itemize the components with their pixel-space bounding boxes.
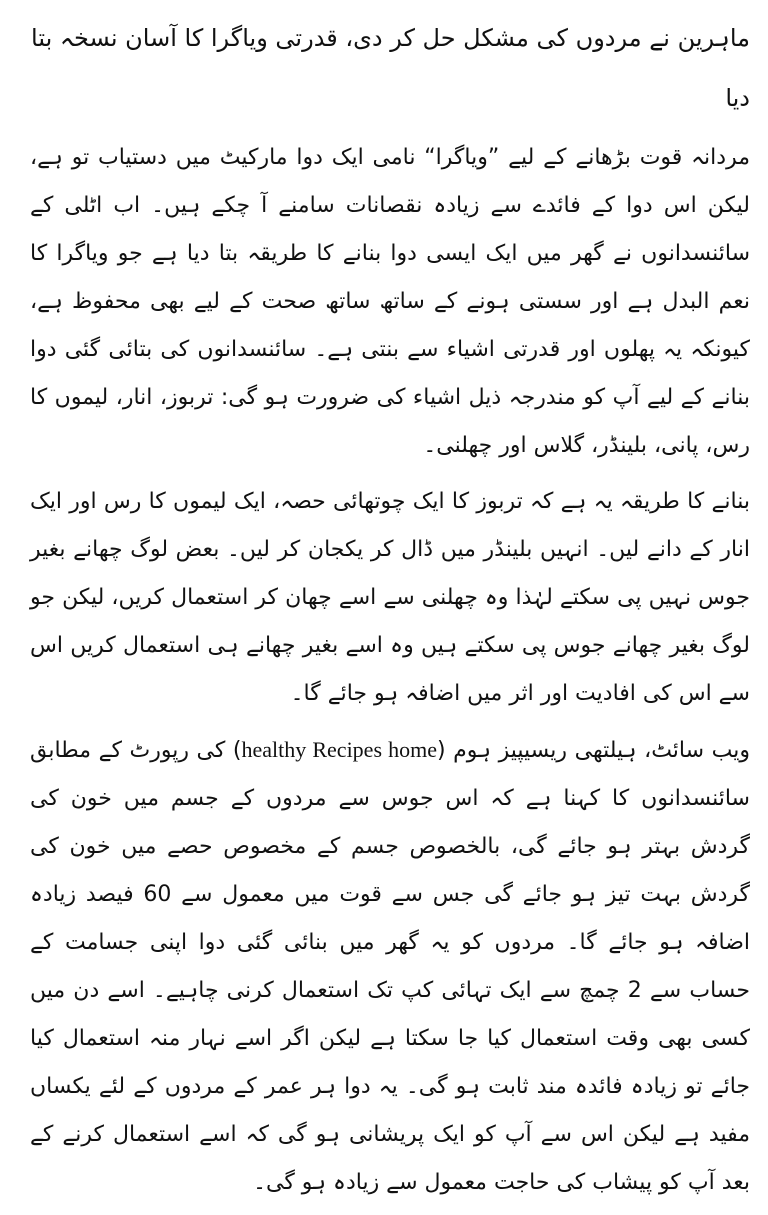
article-paragraph-1: مردانہ قوت بڑھانے کے لیے ”ویاگرا“ نامی ایک دوا مارکیٹ میں دستیاب تو ہے، لیکن اس دوا کے فائدے سے زیادہ نقصانات سامنے آ چکے ہیں۔ اب اٹلی کے سائنسدانوں نے گھر میں ایک ایسی دوا بنانے کا طریقہ بتا دیا ہے جو ویاگرا کا نعم البدل ہے اور سستی ہونے کے ساتھ ساتھ صحت کے لیے بھی محفوظ ہے، کیونکہ یہ پھلوں اور قدرتی اشیاء سے بنتی ہے۔ سائنسدانوں کی بتائی گئی دوا بنانے کے لیے آپ کو مندرجہ ذیل اشیاء کی ضرورت ہو گی: تربوز، انار، لیموں کا رس، پانی، بلینڈر، گلاس اور چھلنی۔ bbox=[30, 145, 750, 458]
website-name-english: healthy Recipes home bbox=[241, 737, 437, 762]
article-paragraph-2: بنانے کا طریقہ یہ ہے کہ تربوز کا ایک چوتھائی حصہ، ایک لیموں کا رس اور ایک انار کے دانے لیں۔ انہیں بلینڈر میں ڈال کر یکجان کر لیں۔ بعض لوگ چھانے بغیر جوس نہیں پی سکتے لہٰذا وہ چھلنی سے اسے چھان کر استعمال کریں، لیکن جو لوگ بغیر چھانے جوس پی سکتے ہیں وہ اسے بغیر چھانے ہی استعمال کریں اس سے اس کی افادیت اور اثر میں اضافہ ہو جائے گا۔ bbox=[30, 489, 750, 706]
article bbox=[30, 8, 750, 1215]
article-paragraph-3 bbox=[30, 726, 750, 1207]
article-title: ماہرین نے مردوں کی مشکل حل کر دی، قدرتی ویاگرا کا آسان نسخہ بتا دیا bbox=[31, 24, 750, 112]
paragraph-3-body: ) کی رپورٹ کے مطابق سائنسدانوں کا کہنا ہے کہ اس جوس سے مردوں کے جسم میں خون کی گردش بہتر ہو جائے گی، بالخصوص جسم کے مخصوص حصے میں خون کی گردش بہت تیز ہو جائے گی جس سے قوت میں معمول سے 60 فیصد زیادہ اضافہ ہو جائے گا۔ مردوں کو یہ گھر میں بنائی گئی دوا اپنی جسامت کے حساب سے 2 چمچ سے ایک تہائی کپ تک استعمال کرنی چاہیے۔ اسے دن میں کسی بھی وقت استعمال کیا جا سکتا ہے لیکن اگر اسے نہار منہ استعمال کیا جائے تو زیادہ فائدہ مند ثابت ہو گی۔ یہ دوا ہر عمر کے مردوں کے لئے یکساں مفید ہے لیکن اس سے آپ کو ایک پریشانی ہو گی کہ اسے استعمال کرنے کے بعد آپ کو پیشاب کی حاجت معمول سے زیادہ ہو گی۔ bbox=[30, 738, 751, 1195]
paragraph-3-intro: ویب سائٹ، ہیلتھی ریسیپیز ہوم ( bbox=[436, 738, 750, 763]
